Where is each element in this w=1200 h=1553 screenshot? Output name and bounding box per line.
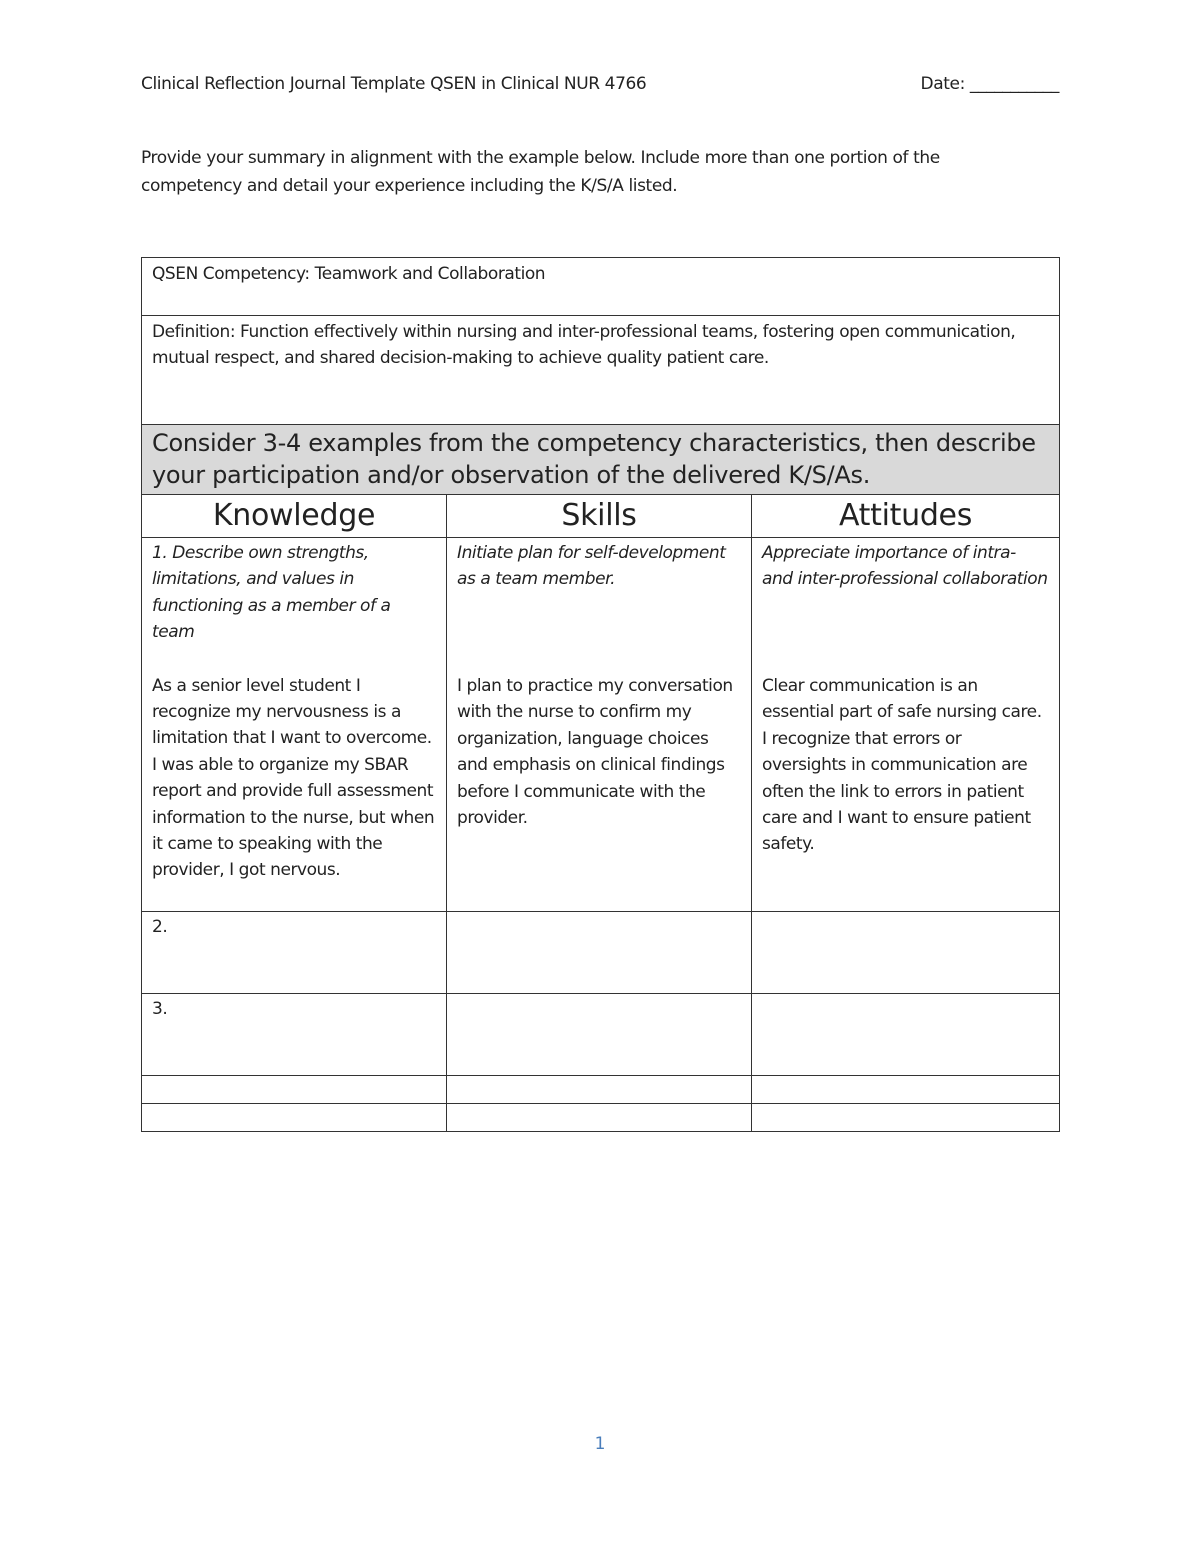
competency-table [141, 257, 1060, 1132]
knowledge-prompt: 1. Describe own strengths, limitations, and values in functioning as a member of a team [152, 543, 391, 643]
column-header-row [142, 495, 1060, 538]
instructions-paragraph: Provide your summary in alignment with the example below. Include more than one portion of the competency and detail your experience including the K/S/A listed. [141, 148, 940, 196]
example-row [142, 538, 1060, 912]
knowledge-example-cell[interactable] [142, 538, 447, 912]
row-2-knowledge-cell[interactable]: 2. [142, 912, 447, 994]
document-title: Clinical Reflection Journal Template QSEN in Clinical NUR 4766 [141, 74, 647, 94]
attitudes-response: Clear communication is an essential part of safe nursing care. I recognize that errors or oversights in communication are often the link to errors in patient care and I want to ensure patient safety. [762, 676, 1042, 855]
knowledge-header: Knowledge [142, 495, 447, 538]
skills-header: Skills [447, 495, 752, 538]
definition-cell: Definition: Function effectively within nursing and inter-professional teams, fostering open communication, mutual respect, and shared decision-making to achieve quality patient care. [142, 316, 1060, 425]
row-2-attitudes-cell[interactable] [752, 912, 1060, 994]
attitudes-example-cell[interactable] [752, 538, 1060, 912]
table-row [142, 1076, 1060, 1104]
competency-row [142, 258, 1060, 316]
skills-prompt: Initiate plan for self-development as a team member. [457, 543, 726, 590]
date-field: Date: ___________ [920, 74, 1059, 94]
empty-knowledge-cell[interactable] [142, 1104, 447, 1132]
row-3-knowledge-cell[interactable]: 3. [142, 994, 447, 1076]
skills-response: I plan to practice my conversation with the nurse to confirm my organization, language choices and emphasis on clinical findings before I communicate with the provider. [457, 676, 733, 829]
skills-example-cell[interactable] [447, 538, 752, 912]
empty-skills-cell[interactable] [447, 1076, 752, 1104]
empty-knowledge-cell[interactable] [142, 1076, 447, 1104]
knowledge-response: As a senior level student I recognize my nervousness is a limitation that I want to overcome. I was able to organize my SBAR report and provide full assessment information to the nurse, but when it came to speaking with the provider, I got nervous. [152, 675, 435, 881]
row-3-attitudes-cell[interactable] [752, 994, 1060, 1076]
table-row [142, 912, 1060, 994]
row-3-skills-cell[interactable] [447, 994, 752, 1076]
attitudes-header: Attitudes [752, 495, 1060, 538]
consider-row [142, 425, 1060, 495]
document-header [141, 74, 1059, 94]
empty-skills-cell[interactable] [447, 1104, 752, 1132]
competency-cell: QSEN Competency: Teamwork and Collaboration [142, 258, 1060, 316]
empty-attitudes-cell[interactable] [752, 1104, 1060, 1132]
table-row [142, 994, 1060, 1076]
row-2-skills-cell[interactable] [447, 912, 752, 994]
definition-row [142, 316, 1060, 425]
attitudes-prompt: Appreciate importance of intra- and inter-professional collaboration [762, 543, 1048, 590]
empty-attitudes-cell[interactable] [752, 1076, 1060, 1104]
table-row [142, 1104, 1060, 1132]
page-number: 1 [594, 1434, 606, 1454]
consider-instruction-cell: Consider 3-4 examples from the competency characteristics, then describe your participation and/or observation of the delivered K/S/As. [142, 425, 1060, 495]
